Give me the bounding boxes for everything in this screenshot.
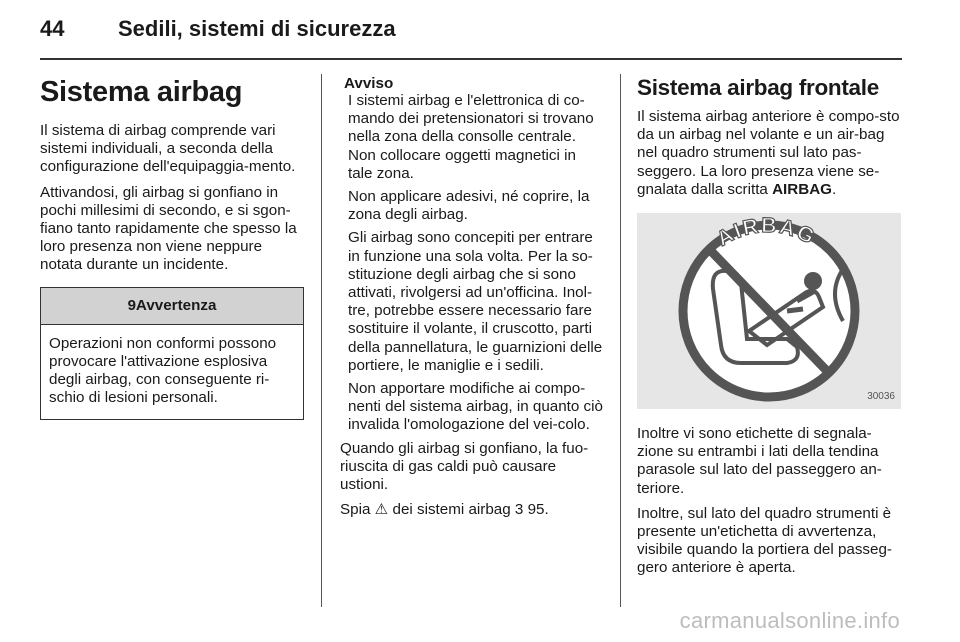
page-arrow-icon: 3: [514, 501, 524, 519]
header-rule: [40, 58, 902, 60]
warning-triangle-icon: 9: [127, 296, 136, 314]
watermark: carmanualsonline.info: [679, 608, 900, 633]
page-number: 44: [40, 16, 65, 41]
paragraph: Inoltre, sul lato del quadro strumenti è presente un'etichetta di avvertenza, visibile quando la portiera del passeg-gero anteriore è aperta.: [637, 504, 892, 577]
column-divider-left: [321, 74, 322, 607]
note-title: Avviso: [344, 75, 394, 92]
column-1: [40, 74, 304, 420]
section-heading-front-airbag: Sistema airbag frontale: [637, 75, 879, 100]
note-paragraph: Non apportare modifiche ai compo-nenti del sistema airbag, in quanto ciò invalida l'omologazione del vei-colo.: [348, 380, 603, 434]
airbag-word: AIRBAG: [772, 180, 832, 198]
reference-prefix: Spia: [340, 501, 371, 519]
warning-header: [41, 288, 303, 325]
reference-text: dei sistemi airbag: [392, 501, 511, 519]
intro-paragraph: [637, 108, 903, 199]
paragraph: Inoltre vi sono etichette di segnala-zione su entrambi i lati della tendina parasole sul lato del passeggero an-teriore.: [637, 425, 882, 497]
warning-text: Operazioni non conformi possono provocare l'attivazione esplosiva degli airbag, con conseguente ri-schio di lesioni personali.: [49, 334, 277, 407]
paragraph: Attivandosi, gli airbag si gonfiano in pochi millesimi di secondo, e si sgon-fiano tanto rapidamente che spesso la loro presenza non viene neppure notata durante un incidente.: [40, 183, 297, 274]
figure-airbag-text: AIRBAG: [712, 214, 820, 251]
paragraph: Il sistema di airbag comprende vari sistemi individuali, a seconda della configurazione dell'equipaggia-mento.: [40, 122, 296, 176]
column-divider-right: [620, 74, 621, 607]
intro-text: Il sistema airbag anteriore è compo-sto da un airbag nel volante e un air-bag nel quadro strumenti sul lato pas-seggero. La loro presenza viene se-gnalata dalla scritta: [637, 108, 900, 198]
airbag-warning-light-icon: ⚠: [374, 501, 389, 519]
note-body: [348, 92, 603, 435]
section-heading-airbag-system: Sistema airbag: [40, 76, 243, 108]
column-2: [340, 76, 603, 526]
note-paragraph: Non applicare adesivi, né coprire, la zona degli airbag.: [348, 188, 590, 224]
figure-code: 30036: [867, 390, 895, 402]
column-3: [637, 74, 903, 585]
airbag-warning-label-figure: [637, 213, 901, 409]
page-section-title: Sedili, sistemi di sicurezza: [118, 16, 396, 41]
paragraph: Quando gli airbag si gonfiano, la fuo-riuscita di gas caldi può causare ustioni.: [340, 439, 589, 494]
note-paragraph: Gli airbag sono concepiti per entrare in funzione una sola volta. Per la so-stituzione degli airbag che si sono attivati, rivolgersi ad un'officina. Inol-tre, potrebbe essere necessario fare sostituire il volante, il cruscotto, parti della pannellatura, le guarnizioni delle portiere, le maniglie e i sedili.: [348, 229, 603, 374]
warning-title: Avvertenza: [135, 296, 217, 314]
warning-box: [40, 287, 304, 421]
intro-suffix: .: [832, 180, 837, 198]
reference-page: 95.: [527, 501, 549, 519]
no-child-seat-sign-icon: [637, 213, 901, 409]
note-paragraph: I sistemi airbag e l'elettronica di co-mando dei pretensionatori si trovano nella zona della consolle centrale. Non collocare oggetti magnetici in tale zona.: [348, 92, 594, 182]
page-header: [40, 16, 396, 42]
cross-reference: [340, 501, 603, 519]
